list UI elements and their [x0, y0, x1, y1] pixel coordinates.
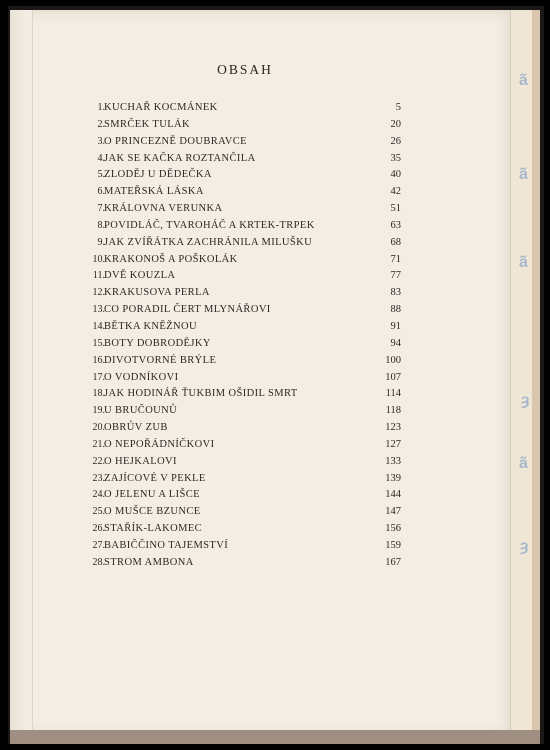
toc-entry-number: 21. [92, 438, 105, 450]
toc-entry-title: STAŘÍK-LAKOMEC [104, 523, 203, 535]
toc-entry-number: 8. [97, 219, 105, 231]
toc-entry-number: 26. [92, 523, 105, 535]
toc-entry-title: POVIDLÁČ, TVAROHÁČ A KRTEK-TRPEK [104, 219, 315, 231]
toc-entry-page-number: 83 [390, 287, 401, 299]
toc-entry-page-number: 40 [390, 169, 401, 181]
toc-entry-number: 2. [97, 118, 105, 130]
bleed-through-mark: ȝ [520, 538, 529, 555]
toc-entry [83, 252, 403, 269]
toc-entry-page-number: 51 [390, 203, 401, 215]
toc-entry [83, 117, 403, 134]
toc-entry [83, 487, 403, 504]
toc-entry-number: 25. [92, 506, 105, 518]
toc-entry-page-number: 133 [385, 455, 401, 467]
toc-entry-title: BĚTKA KNĚŽNOU [104, 320, 197, 332]
toc-entry-page-number: 77 [390, 270, 401, 282]
toc-entry-title: KUCHAŘ KOCMÁNEK [104, 102, 218, 113]
toc-entry-page-number: 123 [385, 422, 401, 434]
toc-entry-number: 10. [92, 253, 105, 265]
toc-entry-title: U BRUČOUNŮ [104, 405, 178, 417]
toc-entry-title: OBRŮV ZUB [104, 422, 168, 434]
toc-entry-number: 14. [92, 320, 105, 332]
toc-entry-number: 17. [92, 371, 105, 383]
toc-entry-page-number: 118 [385, 405, 401, 417]
toc-entry-title: JAK SE KAČKA ROZTANČILA [104, 152, 256, 164]
bleed-through-mark: ã [519, 455, 528, 472]
toc-entry [83, 403, 403, 420]
toc-entry-page-number: 139 [385, 472, 401, 484]
toc-entry [83, 538, 403, 555]
bleed-through-mark: ã [519, 72, 528, 89]
toc-entry-title: STROM AMBONA [104, 556, 194, 568]
toc-entry-title: O HEJKALOVI [104, 455, 177, 467]
toc-entry [83, 521, 403, 538]
toc-entry-page-number: 114 [385, 388, 401, 400]
toc-entry-title: CO PORADIL ČERT MLYNÁŘOVI [104, 304, 271, 316]
toc-entry-number: 18. [92, 388, 105, 400]
toc-entry-number: 27. [92, 539, 105, 551]
toc-entry-page-number: 144 [385, 489, 401, 501]
toc-entry-page-number: 147 [385, 506, 401, 518]
toc-entry [83, 268, 403, 285]
toc-entry [83, 235, 403, 252]
toc-entry-title: KRAKONOŠ A POŠKOLÁK [104, 253, 238, 265]
toc-entry-page-number: 167 [385, 556, 401, 568]
toc-entry-page-number: 20 [390, 118, 401, 130]
toc-entry-page-number: 5 [395, 102, 401, 113]
toc-entry-title: JAK ZVÍŘÁTKA ZACHRÁNILA MILUŠKU [104, 236, 313, 248]
toc-entry-number: 19. [92, 405, 105, 417]
toc-entry [83, 319, 403, 336]
toc-entry-number: 28. [92, 556, 105, 568]
toc-entry-title: KRÁLOVNA VERUNKA [104, 203, 223, 215]
toc-entry-number: 16. [92, 354, 105, 366]
toc-entry-page-number: 159 [385, 539, 401, 551]
book-spine-gutter [10, 10, 33, 736]
toc-entry-title: KRAKUSOVA PERLA [104, 287, 210, 299]
toc-entry-number: 12. [92, 287, 105, 299]
toc-entry-title: DIVOTVORNÉ BRÝLE [104, 354, 217, 366]
toc-entry [83, 285, 403, 302]
bleed-through-mark: ȝ [521, 392, 530, 409]
book-bottom-edge [10, 730, 540, 744]
toc-entry [83, 134, 403, 151]
toc-entry-number: 3. [97, 135, 105, 147]
toc-entry-number: 20. [92, 422, 105, 434]
toc-entry-title: O PRINCEZNĚ DOUBRAVCE [104, 135, 247, 147]
toc-entry [83, 201, 403, 218]
toc-entry [83, 504, 403, 521]
toc-entry-number: 24. [92, 489, 105, 501]
toc-entry-page-number: 88 [390, 304, 401, 316]
toc-entry [83, 151, 403, 168]
toc-entry [83, 471, 403, 488]
toc-entry-page-number: 107 [385, 371, 401, 383]
bleed-through-mark: ã [519, 254, 528, 271]
bleed-through-mark: ã [519, 166, 528, 183]
toc-entry [83, 420, 403, 437]
toc-entry-page-number: 100 [385, 354, 401, 366]
toc-entry-page-number: 94 [390, 337, 401, 349]
adjacent-page-edge [510, 10, 533, 736]
toc-entry-page-number: 26 [390, 135, 401, 147]
toc-entry-page-number: 63 [390, 219, 401, 231]
toc-entry [83, 336, 403, 353]
toc-entry-title: ZAJÍCOVÉ V PEKLE [104, 472, 206, 484]
table-of-contents [83, 100, 403, 572]
toc-entry-page-number: 35 [390, 152, 401, 164]
toc-entry [83, 100, 403, 117]
toc-entry [83, 302, 403, 319]
toc-entry-page-number: 71 [390, 253, 401, 265]
toc-entry [83, 184, 403, 201]
toc-entry-page-number: 68 [390, 236, 401, 248]
toc-entry-number: 23. [92, 472, 105, 484]
toc-entry-title: O JELENU A LIŠCE [104, 489, 200, 501]
toc-entry-title: JAK HODINÁŘ ŤUKBIM OŠIDIL SMRT [104, 388, 298, 400]
toc-entry-title: ZLODĚJ U DĚDEČKA [104, 169, 212, 181]
toc-entry-page-number: 127 [385, 438, 401, 450]
toc-entry-number: 11. [92, 270, 105, 282]
toc-entry-number: 6. [97, 186, 105, 198]
toc-entry [83, 167, 403, 184]
toc-entry-number: 13. [92, 304, 105, 316]
toc-entry-number: 22. [92, 455, 105, 467]
toc-entry-number: 15. [92, 337, 105, 349]
toc-entry-title: BOTY DOBRODĚJKY [104, 337, 211, 349]
toc-entry-title: O NEPOŘÁDNÍČKOVI [104, 438, 215, 450]
toc-entry [83, 555, 403, 572]
toc-entry-title: BABIČČINO TAJEMSTVÍ [104, 539, 229, 551]
book-cover-edge [532, 10, 540, 736]
toc-entry-title: DVĚ KOUZLA [104, 270, 176, 282]
toc-entry-number: 7. [97, 203, 105, 215]
toc-entry [83, 386, 403, 403]
toc-entry [83, 218, 403, 235]
toc-entry [83, 353, 403, 370]
page-title: OBSAH [217, 62, 273, 77]
toc-entry-page-number: 42 [390, 186, 401, 198]
toc-entry-number: 5. [97, 169, 105, 181]
toc-entry-page-number: 156 [385, 523, 401, 535]
toc-entry-number: 4. [97, 152, 105, 164]
toc-entry-number: 9. [97, 236, 105, 248]
toc-entry-title: MATEŘSKÁ LÁSKA [104, 186, 204, 198]
toc-entry-title: O VODNÍKOVI [104, 371, 179, 383]
toc-entry-title: SMRČEK TULÁK [104, 118, 190, 130]
toc-entry [83, 370, 403, 387]
toc-entry-page-number: 91 [390, 320, 401, 332]
toc-entry [83, 454, 403, 471]
toc-entry-title: O MUŠCE BZUNCE [104, 506, 201, 518]
toc-entry [83, 437, 403, 454]
toc-entry-number: 1. [97, 102, 105, 113]
